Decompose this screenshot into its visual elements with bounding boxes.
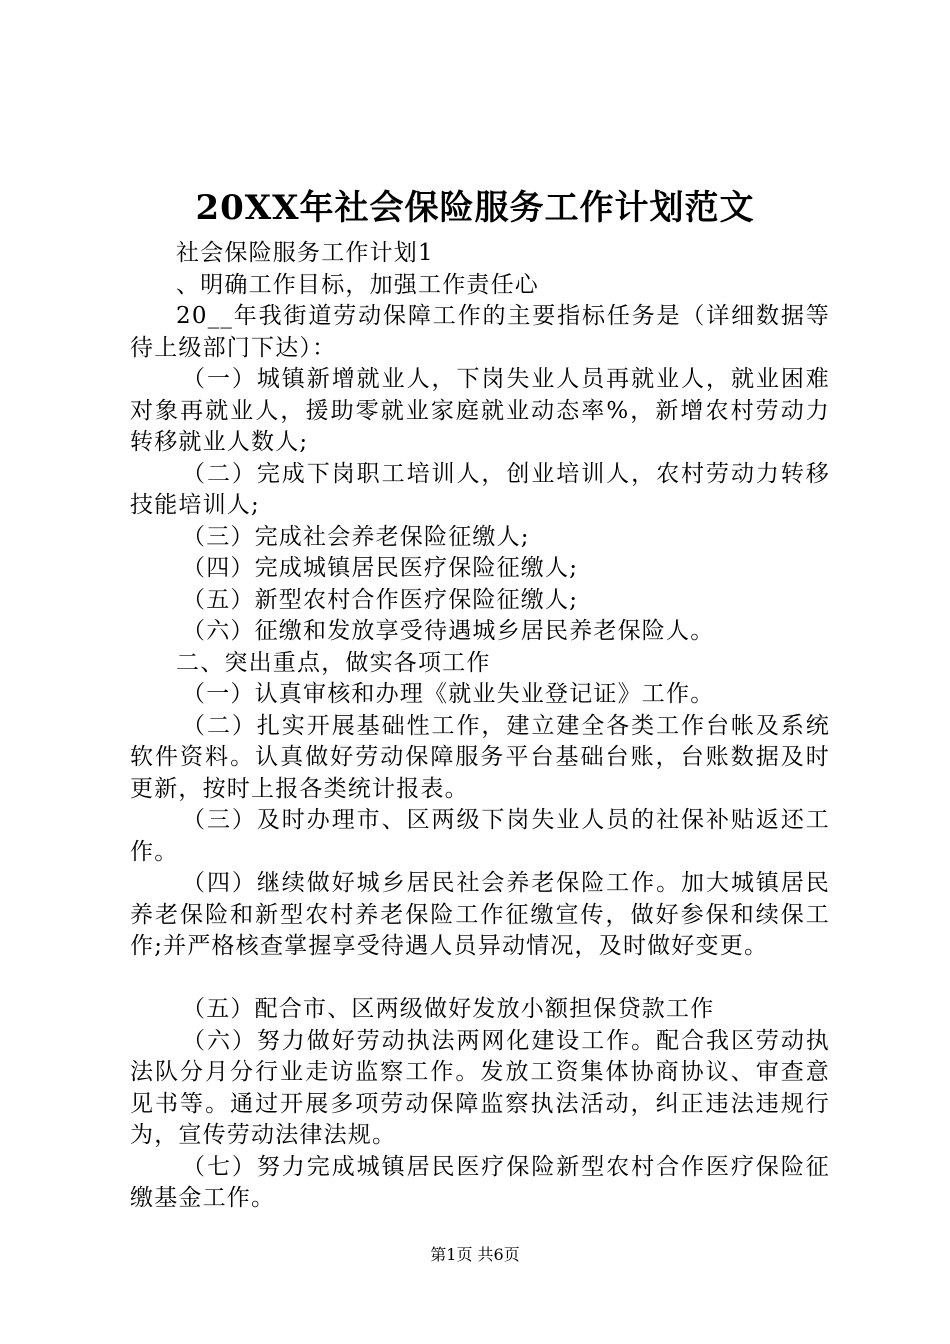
paragraph-work-6: （六）努力做好劳动执法两网化建设工作。配合我区劳动执法队分月分行业走访监察工作。发放工资集体协商协议、审查意见书等。通过开展多项劳动保障监察执法活动，纠正违法违规行为，宣传劳动法律法规。 xyxy=(130,1027,830,1148)
paragraph-main-targets: 20__年我街道劳动保障工作的主要指标任务是（详细数据等待上级部门下达）： xyxy=(130,303,830,361)
paragraph-target-1: （一）城镇新增就业人，下岗失业人员再就业人，就业困难对象再就业人，援助零就业家庭就业动态率%，新增农村劳动力转移就业人数人; xyxy=(130,366,830,455)
paragraph-work-1: （一）认真审核和办理《就业失业登记证》工作。 xyxy=(182,681,715,707)
paragraph-target-4: （四）完成城镇居民医疗保险征缴人; xyxy=(182,555,579,581)
paragraph-target-3: （三）完成社会养老保险征缴人; xyxy=(182,523,530,550)
paragraph-work-3: （三）及时办理市、区两级下岗失业人员的社保补贴返还工作。 xyxy=(130,807,830,865)
paragraph-target-6: （六）征缴和发放享受待遇城乡居民养老保险人。 xyxy=(182,618,715,644)
paragraph-target-2: （二）完成下岗职工培训人，创业培训人，农村劳动力转移技能培训人; xyxy=(130,460,830,518)
paragraph-work-4: （四）继续做好城乡居民社会养老保险工作。加大城镇居民养老保险和新型农村养老保险工作征缴宣传，做好参保和续保工作;并严格核查掌握享受待遇人员异动情况，及时做好变更。 xyxy=(130,870,830,959)
paragraph-work-5: （五）配合市、区两级做好发放小额担保贷款工作 xyxy=(182,996,715,1022)
paragraph-section-two-heading: 二、突出重点，做实各项工作 xyxy=(176,649,491,676)
document-title: 20XX年社会保险服务工作计划范文 xyxy=(195,188,755,228)
paragraph-section-one-heading: 、明确工作目标，加强工作责任心 xyxy=(176,271,539,298)
paragraph-work-2: （二）扎实开展基础性工作，建立建全各类工作台帐及系统软件资料。认真做好劳动保障服务平台基础台账，台账数据及时更新，按时上报各类统计报表。 xyxy=(130,712,830,802)
paragraph-work-7: （七）努力完成城镇居民医疗保险新型农村合作医疗保险征缴基金工作。 xyxy=(130,1153,830,1211)
paragraph-spacer xyxy=(130,963,830,995)
paragraph-target-5: （五）新型农村合作医疗保险征缴人; xyxy=(182,586,579,613)
document-body xyxy=(130,238,830,1215)
page-number-footer: 第1页 共6页 xyxy=(430,1245,520,1264)
paragraph-plan-heading: 社会保险服务工作计划1 xyxy=(176,240,434,266)
